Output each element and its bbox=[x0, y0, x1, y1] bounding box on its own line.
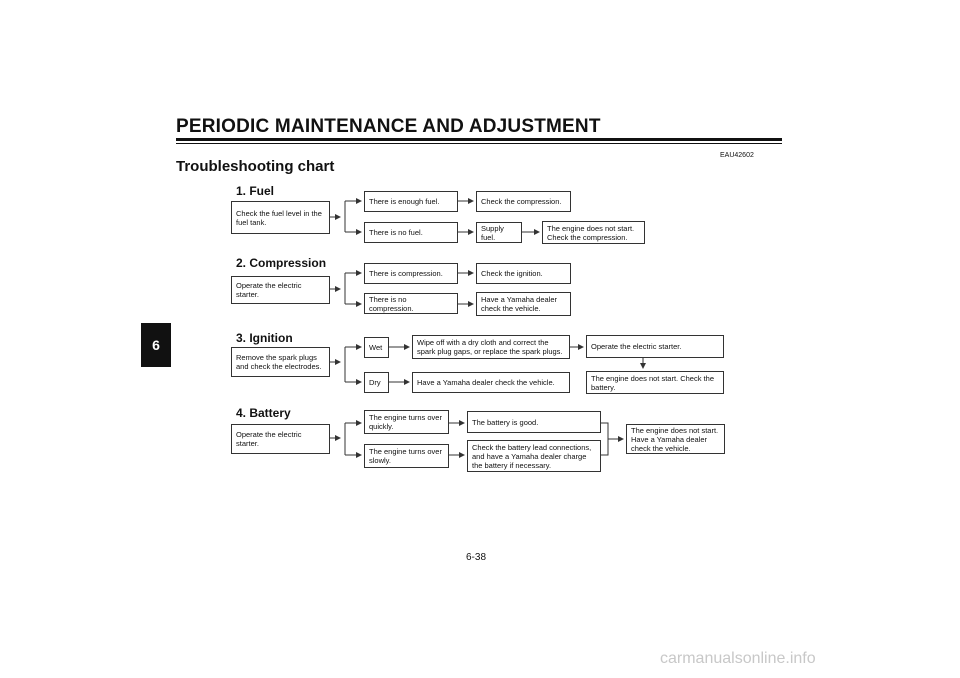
step-fuel-title: 1. Fuel bbox=[236, 184, 275, 198]
step-battery-title: 4. Battery bbox=[236, 406, 291, 420]
fuel-supply-box: Supply fuel. bbox=[476, 222, 522, 243]
battery-slow-box: The engine turns over slowly. bbox=[364, 444, 449, 468]
compression-no-box: There is no compression. bbox=[364, 293, 458, 314]
fuel-no-start-box: The engine does not start. Check the compression. bbox=[542, 221, 645, 244]
compression-check-ignition-box: Check the ignition. bbox=[476, 263, 571, 284]
battery-good-box: The battery is good. bbox=[467, 411, 601, 433]
compression-yes-box: There is compression. bbox=[364, 263, 458, 284]
compression-start-box: Operate the electric starter. bbox=[231, 276, 330, 304]
step-compression-title: 2. Compression bbox=[236, 256, 327, 270]
watermark: carmanualsonline.info bbox=[660, 650, 816, 667]
battery-quick-box: The engine turns over quickly. bbox=[364, 410, 449, 434]
document-code: EAU42602 bbox=[720, 152, 754, 159]
section-title: Troubleshooting chart bbox=[176, 158, 335, 175]
fuel-start-box: Check the fuel level in the fuel tank. bbox=[231, 201, 330, 234]
ignition-dealer-box: Have a Yamaha dealer check the vehicle. bbox=[412, 372, 570, 393]
step-ignition-title: 3. Ignition bbox=[236, 331, 293, 345]
fuel-enough-box: There is enough fuel. bbox=[364, 191, 458, 212]
ignition-start-box: Remove the spark plugs and check the electrodes. bbox=[231, 347, 330, 377]
battery-check-leads-box: Check the battery lead connections, and have a Yamaha dealer charge the battery if necessary. bbox=[467, 440, 601, 472]
page-number: 6-38 bbox=[466, 552, 487, 563]
battery-no-start-box: The engine does not start. Have a Yamaha dealer check the vehicle. bbox=[626, 424, 725, 454]
fuel-check-compression-box: Check the compression. bbox=[476, 191, 571, 212]
battery-start-box: Operate the electric starter. bbox=[231, 424, 330, 454]
ignition-no-start-box: The engine does not start. Check the battery. bbox=[586, 371, 724, 394]
compression-dealer-box: Have a Yamaha dealer check the vehicle. bbox=[476, 292, 571, 316]
fuel-none-box: There is no fuel. bbox=[364, 222, 458, 243]
ignition-dry-box: Dry bbox=[364, 372, 389, 393]
ignition-wipe-box: Wipe off with a dry cloth and correct the spark plug gaps, or replace the spark plugs. bbox=[412, 335, 570, 359]
page-header-title: PERIODIC MAINTENANCE AND ADJUSTMENT bbox=[176, 116, 601, 137]
ignition-operate-box: Operate the electric starter. bbox=[586, 335, 724, 358]
chapter-tab: 6 bbox=[141, 323, 171, 367]
ignition-wet-box: Wet bbox=[364, 337, 389, 358]
